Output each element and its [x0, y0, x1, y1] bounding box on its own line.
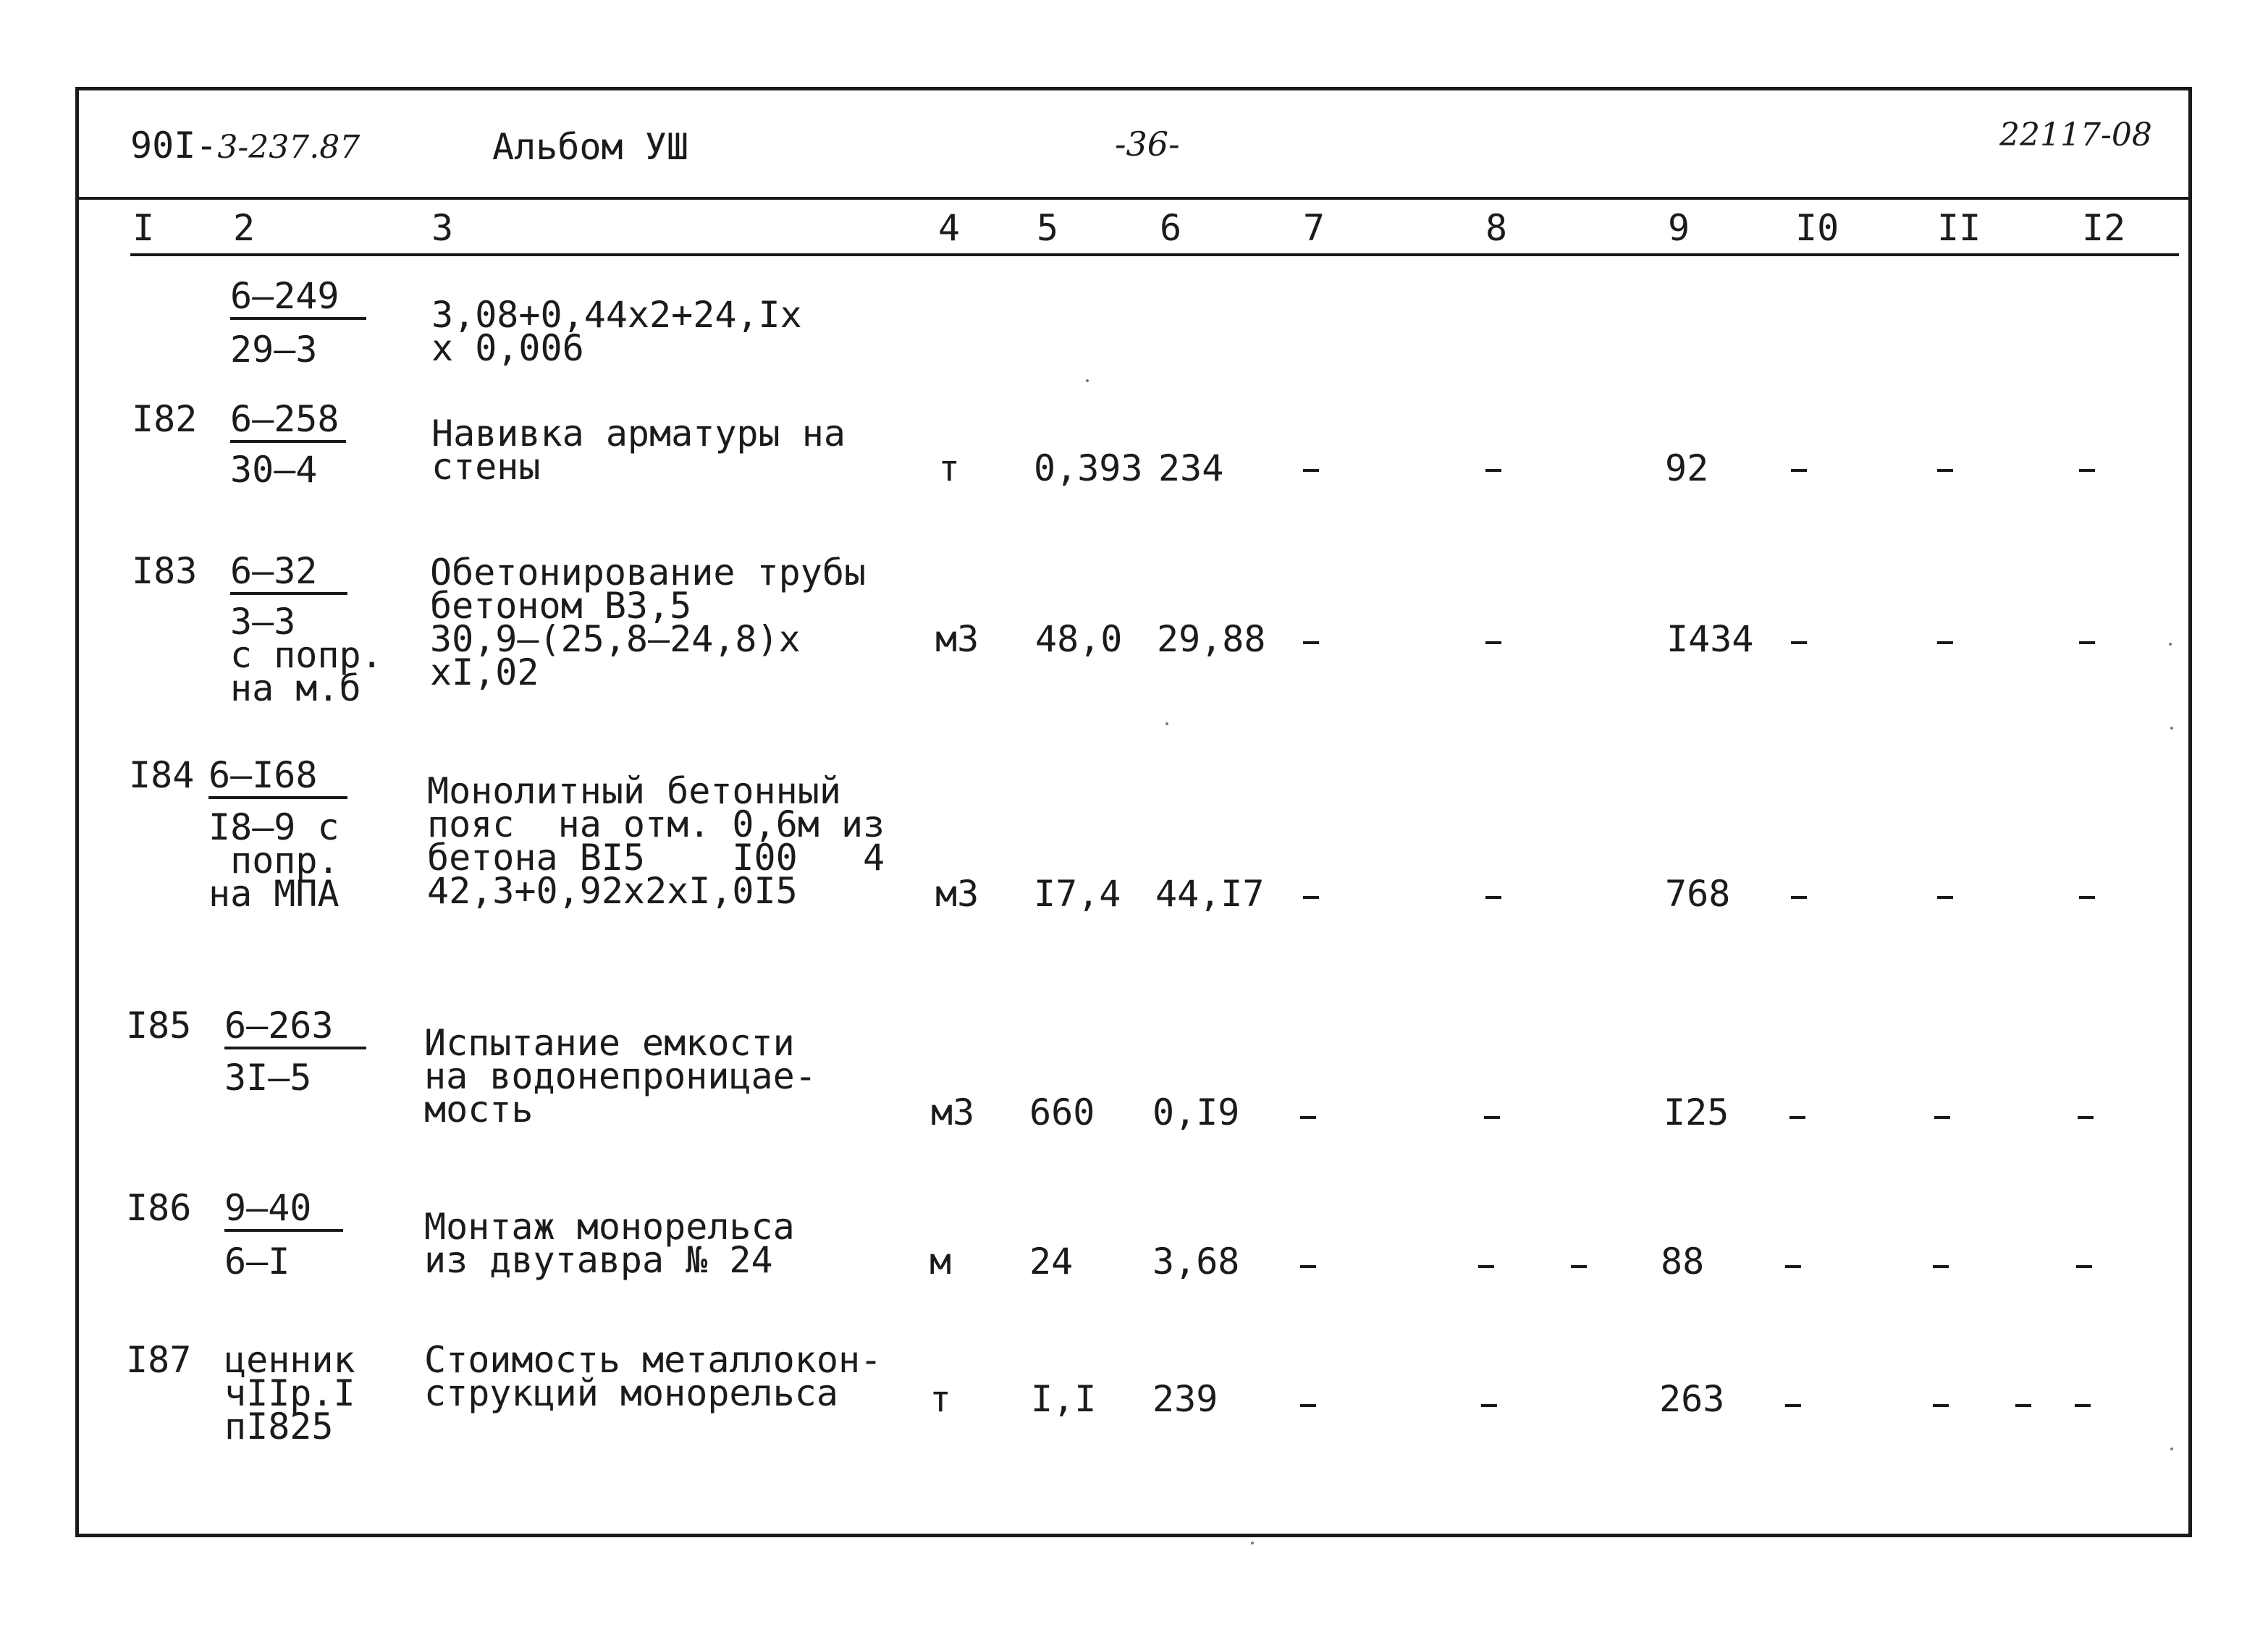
work-description: Испытание емкости на водонепроницае- мость — [424, 1022, 817, 1131]
norm-code-sub: I8–9 с попр. на МПА — [208, 806, 340, 915]
unit-price: 3,68 — [1152, 1241, 1240, 1282]
price-list-reference: ценник чIIр.I пI825 — [224, 1339, 355, 1448]
column-header: II — [1937, 207, 1981, 249]
doc-code-handwritten: 3-237.87 — [217, 129, 361, 166]
work-description: Навивка арматуры на стены — [431, 413, 846, 488]
total-cost: 768 — [1665, 873, 1731, 915]
quantity: 0,393 — [1034, 447, 1143, 489]
column-header: 8 — [1485, 207, 1508, 249]
norm-code-sub: 29–3 — [230, 329, 318, 371]
work-description: 3,08+0,44x2+24,Ix x 0,006 — [431, 294, 802, 369]
unit: м3 — [931, 1091, 975, 1133]
norm-code-sub: 30–4 — [230, 449, 318, 491]
column-header: 9 — [1668, 207, 1690, 249]
column-header: 2 — [233, 207, 256, 249]
unit-price: 0,I9 — [1152, 1091, 1240, 1133]
quantity: 24 — [1029, 1241, 1074, 1282]
column-header: 5 — [1037, 207, 1059, 249]
unit-price: 239 — [1152, 1378, 1218, 1420]
norm-code: 6–263 — [224, 1009, 366, 1049]
quantity: 660 — [1029, 1091, 1095, 1133]
page-number: -36- — [1115, 124, 1180, 164]
unit-price: 29,88 — [1157, 618, 1266, 660]
row-number: I85 — [126, 1005, 192, 1047]
unit: м3 — [935, 873, 979, 915]
quantity: I7,4 — [1034, 873, 1121, 915]
work-description: Монолитный бетонный пояс на отм. 0,6м из бетона ВI5 I00 4 42,3+0,92х2хI,0I5 — [427, 770, 885, 912]
unit: т — [938, 447, 961, 489]
work-description: Обетонирование трубы бетоном В3,5 30,9–(25,8–24,8)х хI,02 — [430, 552, 867, 693]
header-top-rule — [75, 197, 2192, 200]
work-description: Стоимость металлокон- струкций монорельса — [424, 1339, 882, 1414]
column-header: 3 — [431, 207, 454, 249]
page-frame — [75, 87, 2192, 1537]
row-number: I86 — [126, 1187, 192, 1229]
norm-code: 6–32 — [230, 554, 347, 595]
total-cost: 92 — [1665, 447, 1709, 489]
norm-code: 9–40 — [224, 1191, 343, 1232]
doc-code-printed: 90I- — [130, 124, 218, 166]
row-number: I82 — [132, 398, 198, 440]
row-number: I83 — [132, 550, 198, 592]
column-header: 4 — [938, 207, 961, 249]
total-cost: 263 — [1659, 1378, 1725, 1420]
quantity: 48,0 — [1035, 618, 1123, 660]
total-cost: I434 — [1666, 618, 1754, 660]
work-description: Монтаж монорельса из двутавра № 24 — [424, 1206, 795, 1281]
header-bottom-rule — [130, 253, 2179, 256]
doc-code — [130, 124, 361, 166]
norm-code-sub: 3–3 с попр. на м.б — [230, 601, 383, 709]
norm-code-sub: 6–I — [224, 1241, 290, 1282]
norm-code: 6–258 — [230, 402, 346, 443]
norm-code-sub: 3I–5 — [224, 1057, 312, 1099]
row-number: I87 — [126, 1339, 192, 1381]
norm-code: 6–I68 — [208, 758, 347, 799]
total-cost: I25 — [1664, 1091, 1729, 1133]
column-header: 7 — [1303, 207, 1325, 249]
quantity: I,I — [1031, 1378, 1097, 1420]
unit: м — [929, 1241, 952, 1282]
unit-price: 234 — [1158, 447, 1224, 489]
sheet-code: 22117-08 — [1999, 117, 2152, 153]
column-header: I — [132, 207, 155, 249]
norm-code: 6–249 — [230, 279, 366, 320]
total-cost: 88 — [1661, 1241, 1705, 1282]
column-header: I0 — [1795, 207, 1839, 249]
unit: т — [929, 1378, 952, 1420]
row-number: I84 — [129, 754, 195, 796]
column-header: 6 — [1160, 207, 1182, 249]
album-title: Альбом УШ — [492, 126, 688, 168]
unit: м3 — [935, 618, 979, 660]
column-header: I2 — [2082, 207, 2126, 249]
unit-price: 44,I7 — [1155, 873, 1265, 915]
